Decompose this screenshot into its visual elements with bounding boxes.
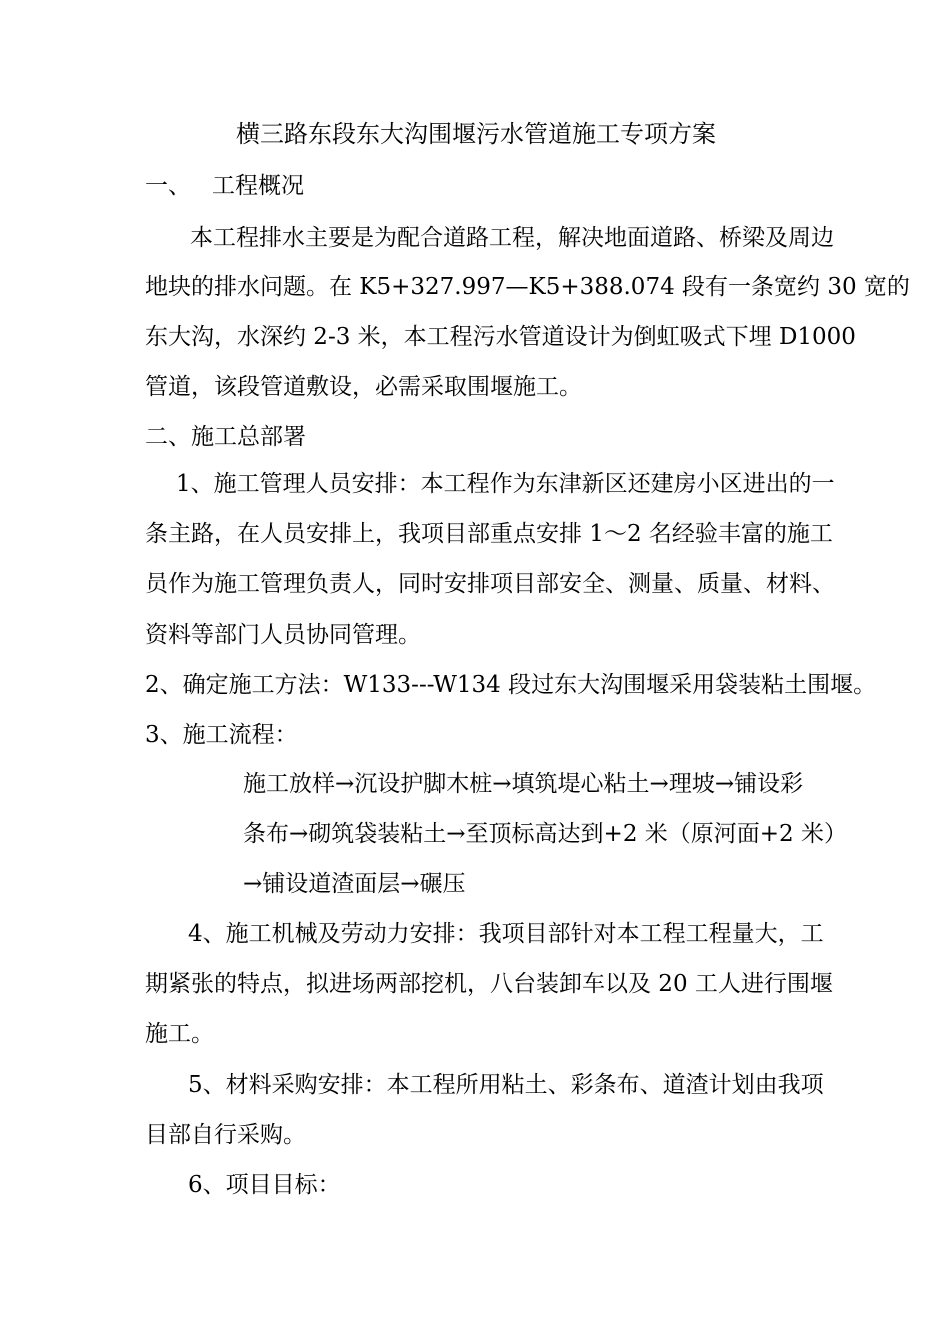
item5-line: 目部自行采购。: [145, 1122, 306, 1148]
item4-line: 施工。: [145, 1021, 214, 1047]
flow-line: 施工放样→沉设护脚木桩→填筑堤心粘土→理坡→铺设彩: [243, 771, 804, 797]
item5-line: 5、材料采购安排：本工程所用粘土、彩条布、道渣计划由我项: [188, 1072, 824, 1098]
section1-paragraph-line: 地块的排水问题。在 K5+327.997—K5+388.074 段有一条宽约 30 宽的: [145, 274, 910, 300]
item1-line: 条主路，在人员安排上，我项目部重点安排 1～2 名经验丰富的施工: [145, 521, 833, 547]
item1-line: 员作为施工管理负责人，同时安排项目部安全、测量、质量、材料、: [145, 571, 835, 597]
section2-heading: 二、施工总部署: [145, 424, 306, 450]
item3-text: 3、施工流程：: [145, 722, 298, 748]
flow-line: →铺设道渣面层→碾压: [243, 871, 466, 897]
section1-paragraph-line: 管道，该段管道敷设，必需采取围堰施工。: [145, 374, 582, 400]
section1-number: 一、: [145, 173, 191, 199]
section1-paragraph-line: 东大沟，水深约 2-3 米，本工程污水管道设计为倒虹吸式下埋 D1000: [145, 324, 856, 350]
section1-heading: 工程概况: [212, 173, 304, 199]
item4-line: 期紧张的特点，拟进场两部挖机，八台装卸车以及 20 工人进行围堰: [145, 971, 833, 997]
item6-text: 6、项目目标：: [188, 1172, 341, 1198]
item2-text: 2、确定施工方法：W133---W134 段过东大沟围堰采用袋装粘土围堰。: [145, 672, 877, 698]
document-title: 横三路东段东大沟围堰污水管道施工专项方案: [236, 120, 716, 148]
item4-line: 4、施工机械及劳动力安排：我项目部针对本工程工程量大，工: [188, 921, 824, 947]
item1-line: 1、施工管理人员安排：本工程作为东津新区还建房小区进出的一: [176, 471, 835, 497]
flow-line: 条布→砌筑袋装粘土→至顶标高达到+2 米（原河面+2 米）: [243, 821, 847, 847]
item1-line: 资料等部门人员协同管理。: [145, 622, 421, 648]
section1-paragraph-line: 本工程排水主要是为配合道路工程，解决地面道路、桥梁及周边: [190, 225, 834, 251]
